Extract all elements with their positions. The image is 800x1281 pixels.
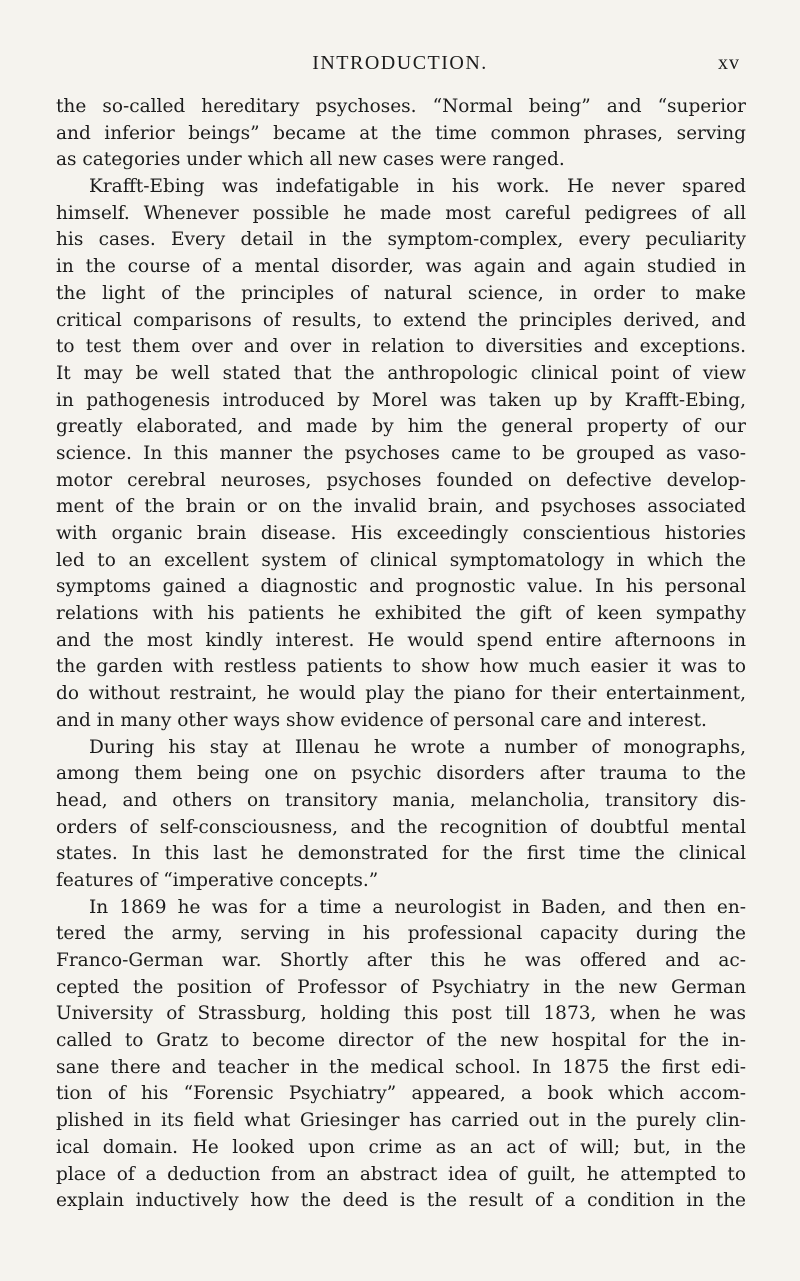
- text-line: to test them over and over in relation to diversities and exceptions.: [56, 336, 746, 358]
- text-line: Franco-German war. Shortly after this he was offered and ac-: [56, 950, 746, 971]
- running-title: INTRODUCTION.: [312, 52, 488, 74]
- text-line: It may be well stated that the anthropologic clinical point of view: [56, 362, 746, 384]
- text-line: motor cerebral neuroses, psychoses founded on defective develop-: [56, 469, 746, 491]
- text-line: plished in its field what Griesinger has carried out in the purely clin-: [56, 1110, 746, 1132]
- text-line: his cases. Every detail in the symptom-complex, every peculiarity: [56, 229, 746, 251]
- text-line: ment of the brain or on the invalid brain, and psychoses associated: [56, 496, 746, 518]
- text-line: place of a deduction from an abstract idea of guilt, he attempted to: [56, 1163, 746, 1185]
- body-text: [56, 94, 746, 1215]
- text-line: science. In this manner the psychoses came to be grouped as vaso-: [56, 442, 746, 464]
- text-line: cepted the position of Professor of Psychiatry in the new German: [56, 976, 746, 998]
- text-line: tion of his “Forensic Psychiatry” appeared, a book which accom-: [56, 1083, 746, 1105]
- text-line: the garden with restless patients to show how much easier it was to: [56, 656, 746, 678]
- text-line: Krafft-Ebing was indefatigable in his work. He never spared: [89, 176, 746, 198]
- text-line: among them being one on psychic disorders after trauma to the: [56, 763, 746, 785]
- text-line: symptoms gained a diagnostic and prognostic value. In his personal: [56, 576, 746, 598]
- text-line: as categories under which all new cases were ranged.: [56, 149, 565, 171]
- text-line: in the course of a mental disorder, was again and again studied in: [56, 256, 746, 278]
- text-line: states. In this last he demonstrated for the first time the clinical: [56, 843, 746, 865]
- text-line: head, and others on transitory mania, melancholia, transitory dis-: [56, 789, 746, 811]
- text-line: features of “imperative concepts.”: [56, 869, 379, 891]
- running-head: [60, 52, 740, 82]
- text-line: tered the army, serving in his professional capacity during the: [56, 923, 746, 945]
- text-line: and inferior beings” became at the time common phrases, serving: [56, 122, 746, 144]
- text-line: with organic brain disease. His exceedingly conscientious histories: [56, 523, 746, 544]
- text-line: critical comparisons of results, to extend the principles derived, and: [56, 309, 746, 331]
- text-line: University of Strassburg, holding this post till 1873, when he was: [56, 1003, 746, 1025]
- page-number: xv: [718, 52, 740, 74]
- text-line: orders of self-consciousness, and the recognition of doubtful mental: [56, 816, 746, 838]
- text-line: relations with his patients he exhibited the gift of keen sympathy: [56, 603, 746, 625]
- text-line: the light of the principles of natural science, in order to make: [56, 282, 746, 304]
- text-line: and the most kindly interest. He would spend entire afternoons in: [56, 629, 746, 651]
- text-line: During his stay at Illenau he wrote a number of monographs,: [89, 736, 746, 758]
- text-line: do without restraint, he would play the piano for their entertainment,: [56, 683, 746, 705]
- text-line: in pathogenesis introduced by Morel was taken up by Krafft-Ebing,: [56, 389, 746, 411]
- text-line: called to Gratz to become director of the new hospital for the in-: [56, 1030, 746, 1052]
- text-line: explain inductively how the deed is the result of a condition in the: [56, 1190, 746, 1212]
- text-line: the so-called hereditary psychoses. “Normal being” and “superior: [56, 96, 746, 117]
- text-line: himself. Whenever possible he made most careful pedigrees of all: [56, 202, 746, 224]
- text-line: led to an excellent system of clinical symptomatology in which the: [56, 549, 746, 571]
- text-line: and in many other ways show evidence of personal care and interest.: [56, 709, 707, 731]
- text-line: ical domain. He looked upon crime as an act of will; but, in the: [56, 1136, 746, 1158]
- text-line: In 1869 he was for a time a neurologist in Baden, and then en-: [89, 896, 746, 918]
- text-line: greatly elaborated, and made by him the general property of our: [56, 416, 746, 438]
- text-line: sane there and teacher in the medical school. In 1875 the first edi-: [56, 1056, 746, 1078]
